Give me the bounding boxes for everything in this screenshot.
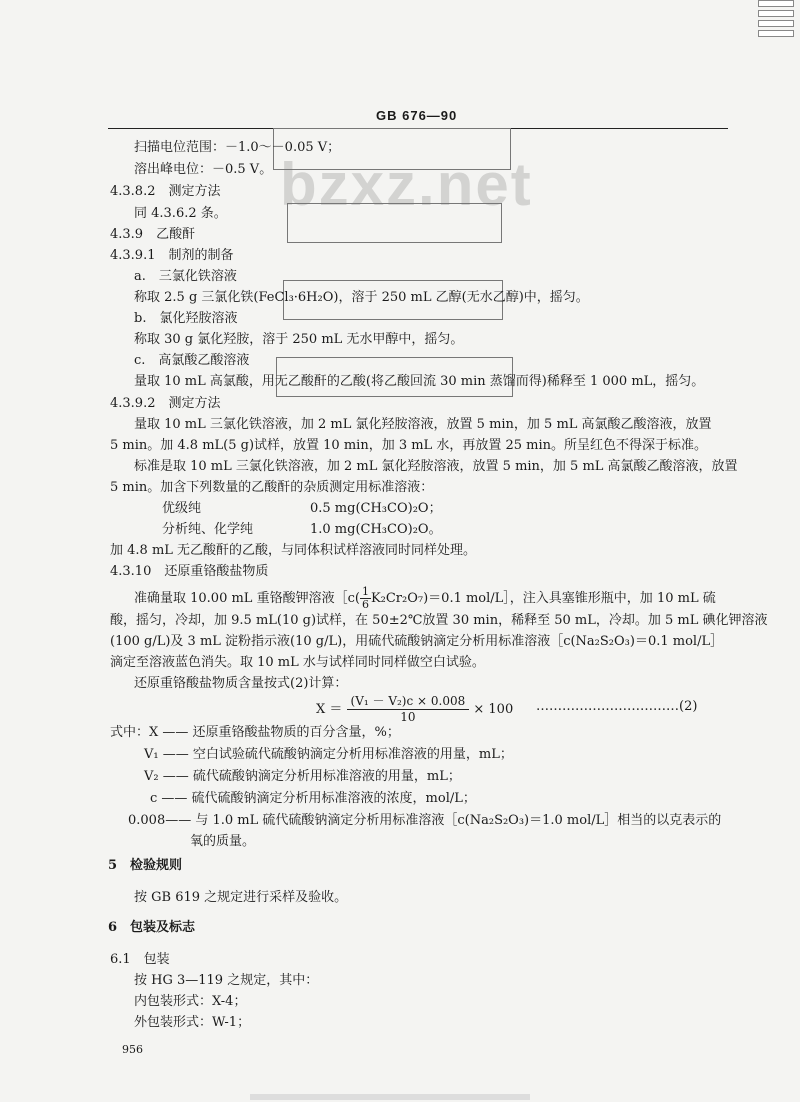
text-line: 还原重铬酸盐物质含量按式(2)计算： [134,676,348,691]
text-span: 准确量取 10.00 mL 重铬酸钾溶液［c( [134,591,360,606]
fraction [360,586,371,611]
text-line: 溶出峰电位：－0.5 V。 [134,162,273,177]
formula [316,694,513,725]
text-line: 酸，摇匀，冷却，加 9.5 mL(10 g)试样，在 50±2℃放置 30 min，稀释至 50 mL，冷却。加 5 mL 碘化钾溶液 [110,613,768,628]
section-heading: 4.3.8.2 测定方法 [110,184,221,199]
fraction-denominator: 6 [361,598,369,611]
grade-amount: 1.0 mg(CH₃CO)₂O。 [310,522,442,537]
text-span: K₂Cr₂O₇)＝0.1 mol/L］，注入具塞锥形瓶中，加 10 mL 硫 [370,591,716,606]
definition-line: c —— 硫代硫酸钠滴定分析用标准溶液的浓度，mol/L； [150,791,476,806]
grade-label: 分析纯、化学纯 [162,522,254,537]
text-line: 同 4.3.6.2 条。 [134,206,227,221]
text-line: 标准是取 10 mL 三氯化铁溶液，加 2 mL 氯化羟胺溶液，放置 5 min，加 5 mL 高氯酸乙酸溶液，放置 [134,459,738,474]
standard-code-header: GB 676—90 [376,108,458,123]
footer-strip [250,1094,530,1100]
formula-rhs: × 100 [473,702,514,717]
text-line: 称取 2.5 g 三氯化铁(FeCl₃·6H₂O)，溶于 250 mL 乙醇(无水乙醇)中，摇匀。 [134,290,589,305]
list-item: b. 氯化羟胺溶液 [134,311,238,326]
section-heading: 6.1 包装 [110,952,170,967]
page-number: 956 [122,1043,143,1056]
list-item: c. 高氯酸乙酸溶液 [134,353,250,368]
formula-denominator: 10 [400,710,416,724]
section-heading: 4.3.9 乙酸酐 [110,227,196,242]
section-heading: 4.3.9.2 测定方法 [110,396,221,411]
grade-label: 优级纯 [162,501,202,516]
list-item: a. 三氯化铁溶液 [134,269,237,284]
formula-lhs: X ＝ [316,702,343,717]
text-line: 量取 10 mL 高氯酸，用无乙酸酐的乙酸(将乙酸回流 30 min 蒸馏而得)稀释至 1 000 mL，摇匀。 [134,374,705,389]
section-heading: 4.3.9.1 制剂的制备 [110,248,234,263]
text-line: (100 g/L)及 3 mL 淀粉指示液(10 g/L)，用硫代硫酸钠滴定分析用标准溶液［c(Na₂S₂O₃)＝0.1 mol/L］ [110,634,724,649]
definition-line: 式中：X —— 还原重铬酸盐物质的百分含量，%； [110,725,400,740]
text-line: 滴定至溶液蓝色消失。取 10 mL 水与试样同时同样做空白试验。 [110,655,485,670]
text-line: 按 HG 3—119 之规定，其中： [134,973,319,988]
formula-numerator: (V₁ － V₂)c × 0.008 [347,694,470,710]
text-line: 扫描电位范围：－1.0～－0.05 V； [134,140,341,155]
formula-fraction [347,694,470,725]
text-line [134,586,716,611]
chapter-heading: 6 包装及标志 [108,920,196,935]
corner-marks [758,0,794,40]
definition-line: V₁ —— 空白试验硫代硫酸钠滴定分析用标准溶液的用量，mL； [144,747,513,762]
section-heading: 4.3.10 还原重铬酸盐物质 [110,564,269,579]
text-line: 按 GB 619 之规定进行采样及验收。 [134,890,348,905]
definition-line: 0.008—— 与 1.0 mL 硫代硫酸钠滴定分析用标准溶液［c(Na₂S₂O₃)＝1.0 mol/L］相当的以克表示的 [128,813,722,828]
formula-tag: ……………………………(2) [536,699,698,714]
text-line: 加 4.8 mL 无乙酸酐的乙酸，与同体积试样溶液同时同样处理。 [110,543,477,558]
fraction-numerator: 1 [361,585,369,598]
grade-amount: 0.5 mg(CH₃CO)₂O； [310,501,442,516]
text-line: 5 min。加 4.8 mL(5 g)试样，放置 10 min，加 3 mL 水，再放置 25 min。所呈红色不得深于标准。 [110,438,707,453]
annotation-box [287,203,502,243]
definition-line: V₂ —— 硫代硫酸钠滴定分析用标准溶液的用量，mL； [144,769,461,784]
watermark: bzxz.net [280,151,533,218]
text-line: 称取 30 g 氯化羟胺，溶于 250 mL 无水甲醇中，摇匀。 [134,332,464,347]
chapter-heading: 5 检验规则 [108,858,183,873]
text-line: 5 min。加含下列数量的乙酸酐的杂质测定用标准溶液： [110,480,434,495]
text-line: 内包装形式：X-4； [134,994,247,1009]
text-line: 外包装形式：W-1； [134,1015,251,1030]
definition-line: 氧的质量。 [190,834,256,849]
text-line: 量取 10 mL 三氯化铁溶液，加 2 mL 氯化羟胺溶液，放置 5 min，加 5 mL 高氯酸乙酸溶液，放置 [134,417,712,432]
